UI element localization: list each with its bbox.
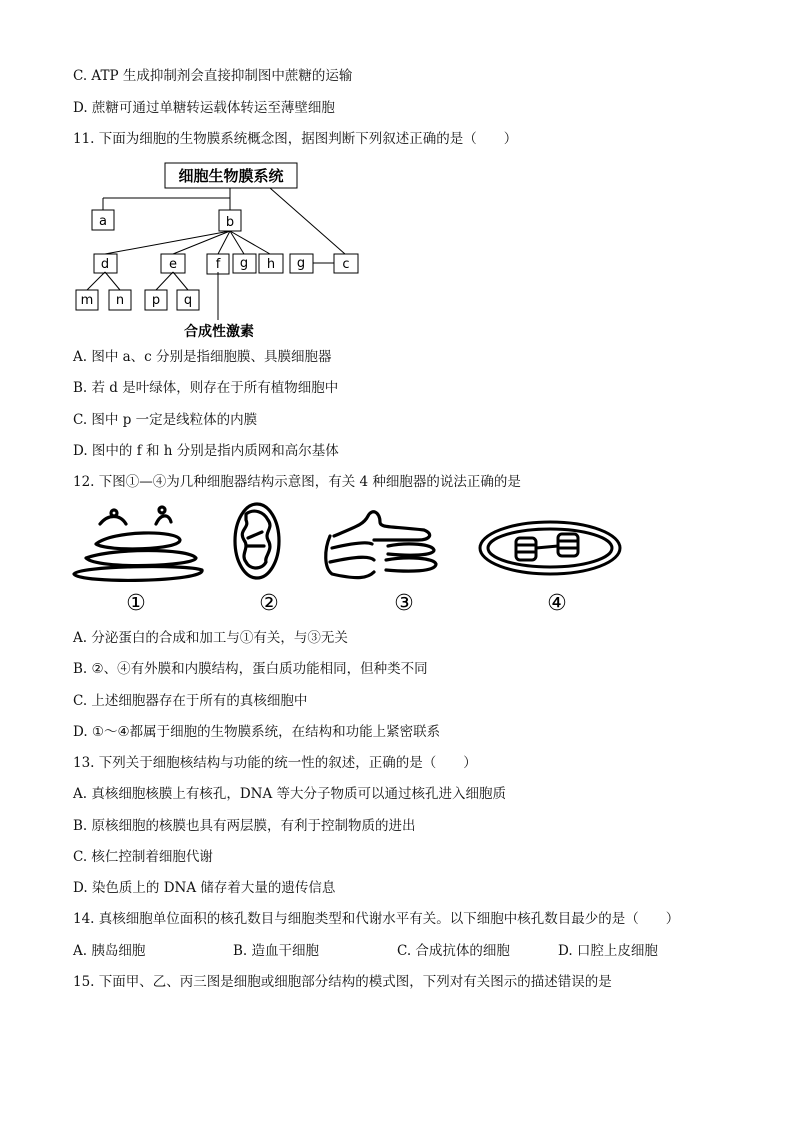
- node-b-label: b: [225, 215, 235, 230]
- node-q-label: q: [183, 293, 193, 308]
- label-organelle-1: ①: [126, 591, 146, 616]
- q11-option-c: C. 图中 p 一定是线粒体的内膜: [73, 412, 258, 428]
- connector-d-m: [87, 272, 105, 290]
- connector-root-c: [270, 188, 345, 254]
- q12-option-a: A. 分泌蛋白的合成和加工与①有关，与③无关: [73, 630, 348, 646]
- root-label: 细胞生物膜系统: [178, 167, 284, 185]
- label-organelle-2: ②: [259, 591, 279, 616]
- q11-option-d: D. 图中的 f 和 h 分别是指内质网和高尔基体: [73, 443, 339, 459]
- q14-option-a: A. 胰岛细胞: [73, 943, 146, 959]
- node-e-label: e: [169, 257, 177, 272]
- q13-option-b: B. 原核细胞的核膜也具有两层膜，有利于控制物质的进出: [73, 818, 416, 834]
- q14-stem: 14. 真核细胞单位面积的核孔数目与细胞类型和代谢水平有关。以下细胞中核孔数目最少的是（ ）: [73, 911, 680, 927]
- q14-option-b: B. 造血干细胞: [233, 943, 320, 959]
- q11-stem: 11. 下面为细胞的生物膜系统概念图，据图判断下列叙述正确的是（ ）: [73, 131, 518, 147]
- q11-option-b: B. 若 d 是叶绿体，则存在于所有植物细胞中: [73, 380, 339, 396]
- connector-b-d: [105, 231, 230, 254]
- organelle-4-drawing: [480, 522, 620, 574]
- node-c-label: c: [342, 257, 350, 272]
- organelle-diagrams: [68, 500, 628, 618]
- node-g1-label: g: [239, 256, 249, 271]
- organelle-2-drawing: [235, 504, 279, 578]
- q11-option-a: A. 图中 a、c 分别是指细胞膜、具膜细胞器: [73, 349, 332, 365]
- q12-stem: 12. 下图①—④为几种细胞器结构示意图，有关 4 种细胞器的说法正确的是: [73, 474, 521, 490]
- q13-option-d: D. 染色质上的 DNA 储存着大量的遗传信息: [73, 880, 336, 896]
- connector-b-f: [218, 231, 230, 254]
- q10-option-d: D. 蔗糖可通过单糖转运载体转运至薄壁细胞: [73, 100, 335, 116]
- label-organelle-3: ③: [394, 591, 414, 616]
- q13-option-a: A. 真核细胞核膜上有核孔，DNA 等大分子物质可以通过核孔进入细胞质: [73, 786, 507, 802]
- q15-stem: 15. 下面甲、乙、丙三图是细胞或细胞部分结构的模式图，下列对有关图示的描述错误的是: [73, 974, 612, 990]
- q10-option-c: C. ATP 生成抑制剂会直接抑制图中蔗糖的运输: [73, 68, 353, 84]
- node-d-label: d: [100, 257, 110, 272]
- node-m-label: m: [80, 293, 94, 308]
- q12-option-c: C. 上述细胞器存在于所有的真核细胞中: [73, 693, 308, 709]
- node-n-label: n: [115, 293, 125, 308]
- q14-option-c: C. 合成抗体的细胞: [397, 943, 510, 959]
- node-g2-label: g: [296, 256, 306, 271]
- connector-b-e: [173, 231, 230, 254]
- q12-option-d: D. ①～④都属于细胞的生物膜系统，在结构和功能上紧密联系: [73, 724, 441, 740]
- product-label: 合成性激素: [184, 324, 254, 340]
- node-f-label: f: [215, 257, 221, 272]
- membrane-system-concept-map: [70, 158, 370, 344]
- connector-b-h: [230, 231, 270, 254]
- q13-stem: 13. 下列关于细胞核结构与功能的统一性的叙述，正确的是（ ）: [73, 755, 477, 771]
- connector-e-p: [156, 272, 173, 290]
- q12-option-b: B. ②、④有外膜和内膜结构，蛋白质功能相同，但种类不同: [73, 661, 428, 677]
- q14-option-d: D. 口腔上皮细胞: [558, 943, 658, 959]
- label-organelle-4: ④: [547, 591, 567, 616]
- connector-d-n: [105, 272, 120, 290]
- node-a-label: a: [99, 214, 107, 229]
- connector-e-q: [173, 272, 188, 290]
- q13-option-c: C. 核仁控制着细胞代谢: [73, 849, 213, 865]
- node-h-label: h: [266, 257, 276, 272]
- organelle-3-drawing: [326, 512, 436, 578]
- node-p-label: p: [151, 293, 161, 308]
- golgi-drawing: [74, 507, 202, 580]
